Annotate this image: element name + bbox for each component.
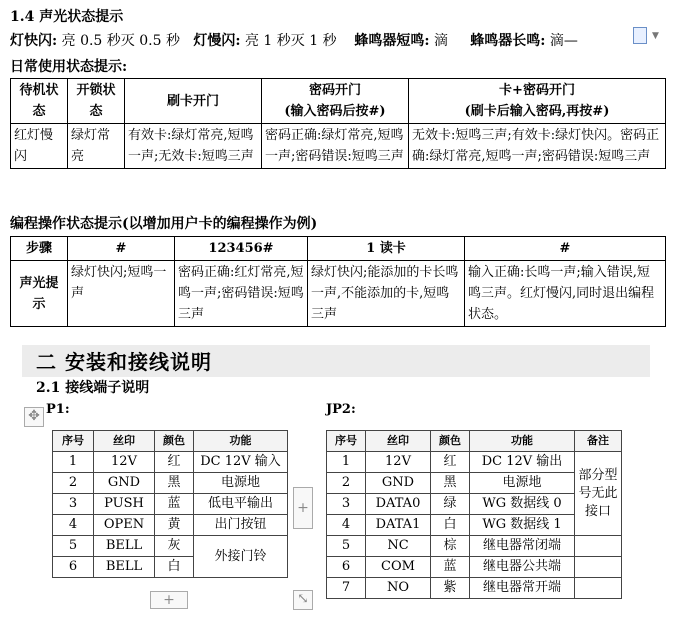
jp2-header-index: 序号 [327, 431, 366, 452]
header-hash-1: # [68, 237, 175, 261]
daily-status-table [10, 78, 666, 169]
header-card-password-note: (刷卡后输入密码,再按#) [464, 104, 610, 119]
jp2-cell: 6 [327, 557, 366, 578]
jp1-cell: 出门按钮 [194, 515, 288, 536]
jp1-cell: 12V [94, 452, 155, 473]
jp2-label: JP2: [326, 402, 356, 417]
signal-legend [10, 30, 578, 50]
installation-section [0, 340, 674, 636]
jp2-cell: NC [366, 536, 431, 557]
jp2-note-empty [575, 578, 622, 599]
header-card-password-label: 卡+密码开门 [499, 83, 575, 98]
jp2-cell: NO [366, 578, 431, 599]
plus-icon[interactable]: + [150, 591, 188, 609]
row-label-signal: 声光提示 [11, 261, 68, 327]
jp2-table [326, 430, 622, 599]
jp2-cell: 12V [366, 452, 431, 473]
jp2-cell: DC 12V 输出 [470, 452, 575, 473]
jp1-cell: 1 [53, 452, 94, 473]
table-row [327, 536, 622, 557]
jp2-cell: 7 [327, 578, 366, 599]
jp1-header-silk: 丝印 [94, 431, 155, 452]
jp2-cell: 绿 [431, 494, 470, 515]
jp1-cell: 6 [53, 557, 94, 578]
legend-key-fast-blink: 灯快闪: [10, 33, 58, 49]
table-row [327, 557, 622, 578]
jp2-cell: 黑 [431, 473, 470, 494]
table-row [53, 494, 288, 515]
header-card-open: 刷卡开门 [125, 79, 262, 124]
jp2-cell: 5 [327, 536, 366, 557]
header-standby: 待机状态 [11, 79, 68, 124]
header-step: 步骤 [11, 237, 68, 261]
clipboard-icon[interactable] [633, 27, 647, 44]
plus-icon[interactable]: + [293, 487, 313, 529]
jp2-cell: 白 [431, 515, 470, 536]
legend-value-short-beep: 滴 [434, 33, 449, 49]
jp1-cell: 黄 [155, 515, 194, 536]
header-read-card: 1 读卡 [308, 237, 465, 261]
resize-icon[interactable]: ⤡ [293, 590, 313, 610]
section-title-1-4: 1.4 声光状态提示 [10, 9, 124, 25]
jp2-header-silk: 丝印 [366, 431, 431, 452]
cell-card-password: 无效卡:短鸣三声;有效卡:绿灯快闪。密码正确:绿灯常亮,短鸣一声;密码错误:短鸣三声 [409, 124, 666, 169]
cell-standby: 红灯慢闪 [11, 124, 68, 169]
table-row [53, 515, 288, 536]
jp1-header-index: 序号 [53, 431, 94, 452]
chevron-down-icon[interactable]: ▼ [652, 31, 659, 41]
jp1-cell: 4 [53, 515, 94, 536]
cell-step-hash: 绿灯快闪;短鸣一声 [68, 261, 175, 327]
cell-step-read-card: 绿灯快闪;能添加的卡长鸣一声,不能添加的卡,短鸣三声 [308, 261, 465, 327]
jp1-cell: 蓝 [155, 494, 194, 515]
legend-key-slow-blink: 灯慢闪: [193, 33, 241, 49]
cell-unlock: 绿灯常亮 [68, 124, 125, 169]
legend-value-slow-blink: 亮 1 秒灭 1 秒 [244, 33, 337, 49]
table-row [327, 578, 622, 599]
jp1-cell: 白 [155, 557, 194, 578]
header-password-open [262, 79, 409, 124]
programming-status-title: 编程操作状态提示(以增加用户卡的编程操作为例) [10, 216, 318, 232]
cell-step-exit: 输入正确:长鸣一声;输入错误,短鸣三声。红灯慢闪,同时退出编程状态。 [465, 261, 666, 327]
legend-value-long-beep: 滴— [549, 33, 578, 49]
section-title-2: 二 安装和接线说明 [36, 350, 212, 374]
header-hash-2: # [465, 237, 666, 261]
jp1-cell: 电源地 [194, 473, 288, 494]
jp1-cell: GND [94, 473, 155, 494]
jp2-cell: 棕 [431, 536, 470, 557]
jp2-cell: 2 [327, 473, 366, 494]
jp2-cell: 电源地 [470, 473, 575, 494]
jp1-cell: BELL [94, 557, 155, 578]
daily-status-title: 日常使用状态提示: [10, 59, 128, 75]
jp1-cell: OPEN [94, 515, 155, 536]
jp2-cell: 继电器常闭端 [470, 536, 575, 557]
jp2-cell: 紫 [431, 578, 470, 599]
jp2-header-function: 功能 [470, 431, 575, 452]
jp2-note-empty [575, 536, 622, 557]
jp1-header-color: 颜色 [155, 431, 194, 452]
cell-step-password: 密码正确:红灯常亮,短鸣一声;密码错误:短鸣三声 [175, 261, 308, 327]
header-password: 123456# [175, 237, 308, 261]
jp2-cell: WG 数据线 1 [470, 515, 575, 536]
jp2-cell: 蓝 [431, 557, 470, 578]
legend-value-fast-blink: 亮 0.5 秒灭 0.5 秒 [61, 33, 180, 49]
jp1-cell: 3 [53, 494, 94, 515]
jp2-note-empty [575, 557, 622, 578]
jp1-table [52, 430, 288, 578]
table-row [53, 452, 288, 473]
jp1-cell: 2 [53, 473, 94, 494]
jp1-cell: 红 [155, 452, 194, 473]
jp2-cell: WG 数据线 0 [470, 494, 575, 515]
jp1-cell: BELL [94, 536, 155, 557]
header-password-open-note: (输入密码后按#) [284, 104, 386, 119]
table-row [53, 473, 288, 494]
jp2-cell: GND [366, 473, 431, 494]
jp1-cell: DC 12V 输入 [194, 452, 288, 473]
header-password-open-label: 密码开门 [308, 83, 361, 98]
jp2-cell: 3 [327, 494, 366, 515]
jp2-cell: DATA0 [366, 494, 431, 515]
jp1-cell: 灰 [155, 536, 194, 557]
legend-key-short-beep: 蜂鸣器短鸣: [354, 33, 430, 49]
jp2-header-note: 备注 [575, 431, 622, 452]
cell-card: 有效卡:绿灯常亮,短鸣一声;无效卡:短鸣三声 [125, 124, 262, 169]
header-card-password-open [409, 79, 666, 124]
jp1-cell: 黑 [155, 473, 194, 494]
jp2-header-color: 颜色 [431, 431, 470, 452]
jp1-header-function: 功能 [194, 431, 288, 452]
jp2-cell: 红 [431, 452, 470, 473]
jp1-label: P1: [46, 402, 70, 417]
table-row [327, 452, 622, 473]
legend-key-long-beep: 蜂鸣器长鸣: [470, 33, 546, 49]
table-row [53, 536, 288, 557]
header-unlock: 开锁状态 [68, 79, 125, 124]
programming-status-table [10, 236, 666, 327]
jp2-cell: DATA1 [366, 515, 431, 536]
move-icon[interactable]: ✥ [24, 407, 44, 427]
jp1-cell: PUSH [94, 494, 155, 515]
jp1-cell-merged: 外接门铃 [194, 536, 288, 578]
jp2-cell: 1 [327, 452, 366, 473]
jp2-cell: COM [366, 557, 431, 578]
jp2-cell: 继电器公共端 [470, 557, 575, 578]
section-subtitle-2-1: 2.1 接线端子说明 [36, 380, 150, 396]
jp1-cell: 低电平输出 [194, 494, 288, 515]
jp1-cell: 5 [53, 536, 94, 557]
jp2-cell: 继电器常开端 [470, 578, 575, 599]
jp2-note: 部分型号无此接口 [575, 452, 622, 536]
cell-password: 密码正确:绿灯常亮,短鸣一声;密码错误:短鸣三声 [262, 124, 409, 169]
jp2-cell: 4 [327, 515, 366, 536]
